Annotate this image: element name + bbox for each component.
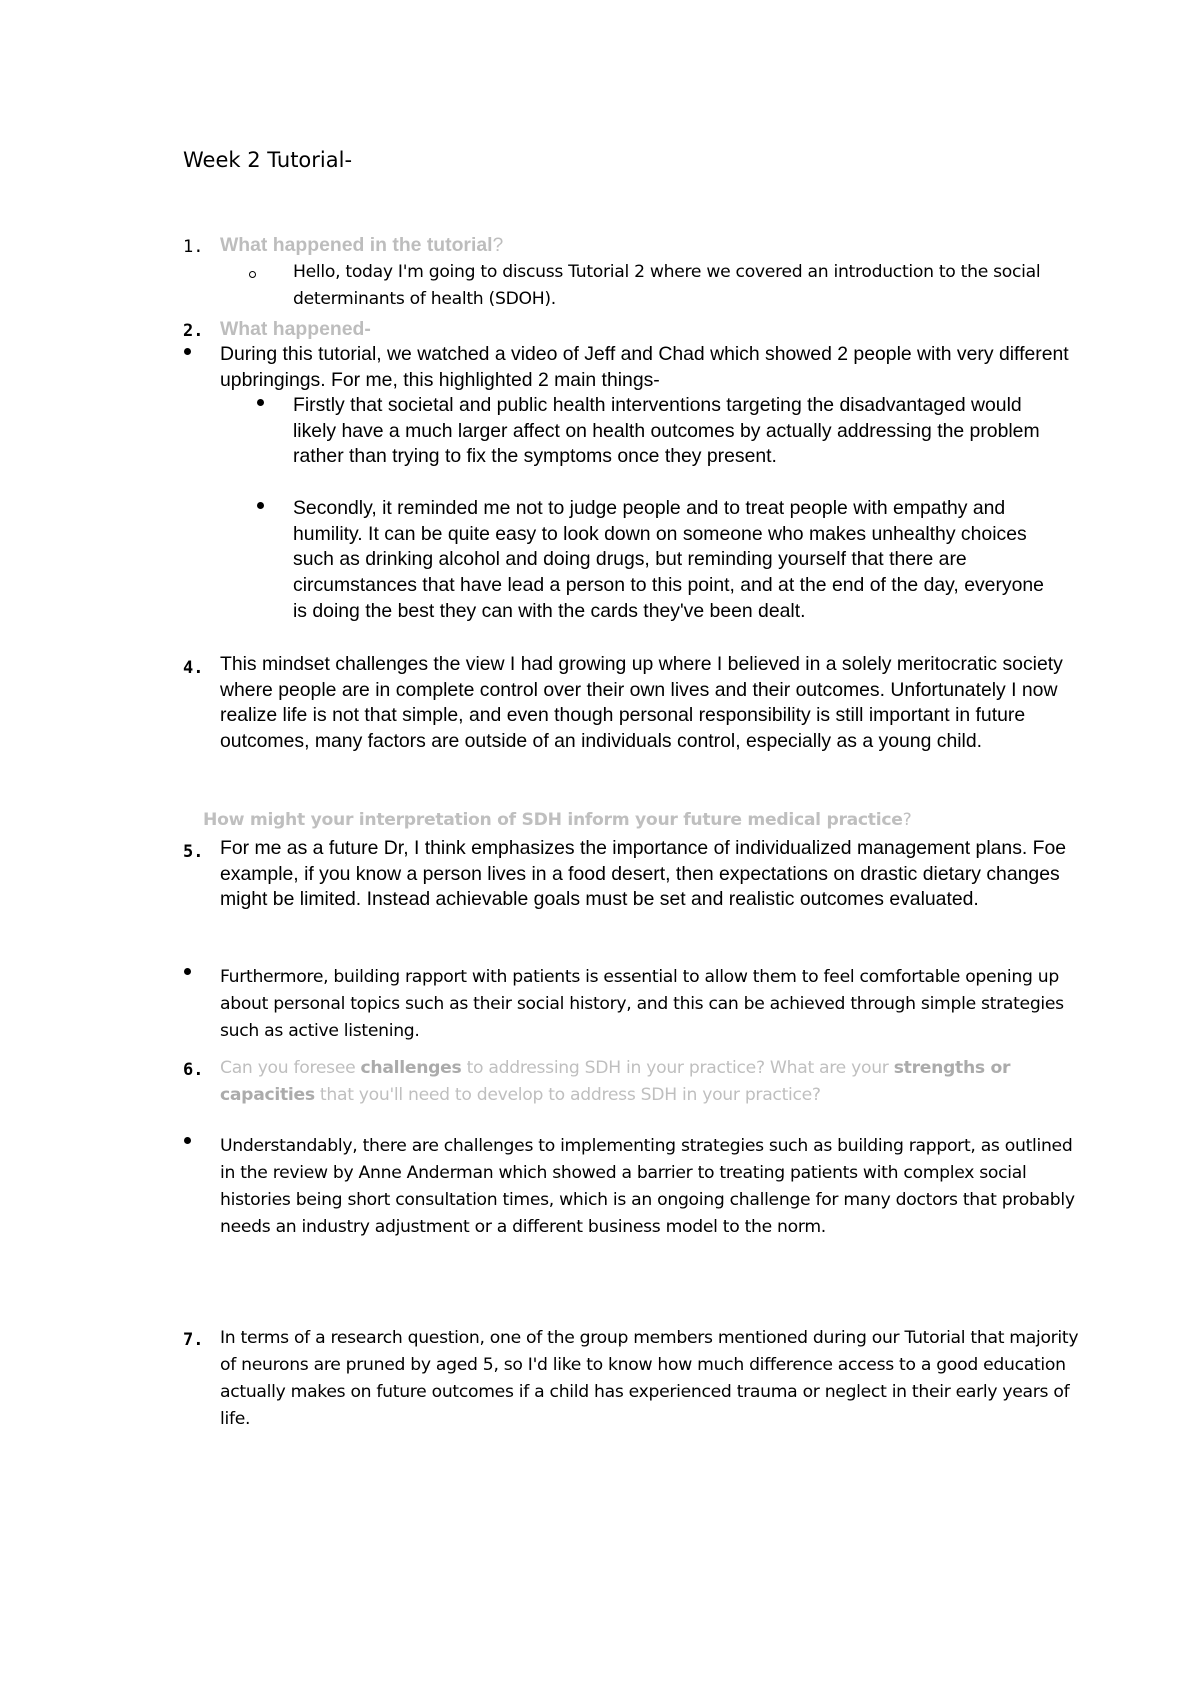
- q2-number: 2.: [183, 321, 204, 341]
- q4-text: This mindset challenges the view I had growing up where I believed in a solely meritocratic society where people are in complete control over their own lives and their outcomes. Unfortunately I now realize life is not that simple, and even though personal responsibility is still important in future outcomes, many factors are outside of an individuals control, especially as a young child.: [220, 653, 1063, 753]
- q1-heading-text: What happened in the tutorial: [220, 234, 493, 256]
- q1-sub-text: Hello, today I'm going to discuss Tutorial 2 where we covered an introduction to the social determinants of health (SDOH).: [293, 262, 1041, 310]
- q2-sub-bullet-icon: [257, 502, 264, 509]
- q5-text: For me as a future Dr, I think emphasizes the importance of individualized management plans. Foe example, if you know a person lives in a food desert, then expectations on drastic dietary changes might be limited. Instead achievable goals must be set and realistic outcomes evaluated.: [220, 837, 1067, 911]
- q2-bullet-icon: [184, 348, 191, 355]
- q6-bold1: challenges: [360, 1058, 462, 1078]
- q6-part2: to addressing SDH in your practice? What are your: [461, 1058, 894, 1078]
- q6-part1: Can you foresee: [220, 1058, 361, 1078]
- sdh-question-suffix: ?: [902, 810, 912, 830]
- q1-heading: [220, 233, 1060, 259]
- q2-heading: What happened-: [220, 318, 371, 340]
- q6-bullet-icon: [184, 1137, 191, 1144]
- q4-number: 4.: [183, 658, 204, 678]
- q6-part3: that you'll need to develop to address SDH in your practice?: [314, 1085, 821, 1106]
- sdh-question-text: How might your interpretation of SDH inform your future medical practice: [203, 810, 903, 830]
- q7-number: 7.: [183, 1330, 204, 1350]
- q6-question: [220, 1055, 1080, 1109]
- q5-bullet-icon: [184, 968, 191, 975]
- q2-bullet-text: During this tutorial, we watched a video of Jeff and Chad which showed 2 people with very different upbringings. For me, this highlighted 2 main things-: [220, 343, 1069, 391]
- q5-bullet-text: Furthermore, building rapport with patients is essential to allow them to feel comfortable opening up about personal topics such as their social history, and this can be achieved through simple strategies such as active listening.: [220, 967, 1064, 1042]
- q1-number: 1.: [183, 237, 204, 257]
- q5-number: 5.: [183, 842, 204, 862]
- q2-sub-bullet-2: Secondly, it reminded me not to judge people and to treat people with empathy and humility. It can be quite easy to look down on someone who makes unhealthy choices such as drinking alcohol and doing drugs, but reminding yourself that there are circumstances that have lead a person to this point, and at the end of the day, everyone is doing the best they can with the cards they've been dealt.: [293, 497, 1044, 622]
- q6-bullet-text: Understandably, there are challenges to implementing strategies such as building rapport, as outlined in the review by Anne Anderman which showed a barrier to treating patients with complex social histories being short consultation times, which is an ongoing challenge for many doctors that probably needs an industry adjustment or a different business model to the norm.: [220, 1136, 1075, 1238]
- q6-bold2: strengths or capacities: [220, 1058, 1011, 1106]
- sdh-question: [203, 807, 1103, 834]
- q6-number: 6.: [183, 1060, 204, 1080]
- q7-text: In terms of a research question, one of the group members mentioned during our Tutorial that majority of neurons are pruned by aged 5, so I'd like to know how much difference access to a good education actually makes on future outcomes if a child has experienced trauma or neglect in their early years of life.: [220, 1328, 1079, 1430]
- q2-sub-bullet-icon: [257, 399, 264, 406]
- q1-heading-suffix: ?: [492, 234, 504, 256]
- document-title: Week 2 Tutorial-: [183, 148, 353, 172]
- q2-sub-bullet-1: Firstly that societal and public health interventions targeting the disadvantaged would likely have a much larger affect on health outcomes by actually addressing the problem rather than trying to fix the symptoms once they present.: [293, 394, 1040, 468]
- q1-sub-circle-icon: [249, 271, 256, 278]
